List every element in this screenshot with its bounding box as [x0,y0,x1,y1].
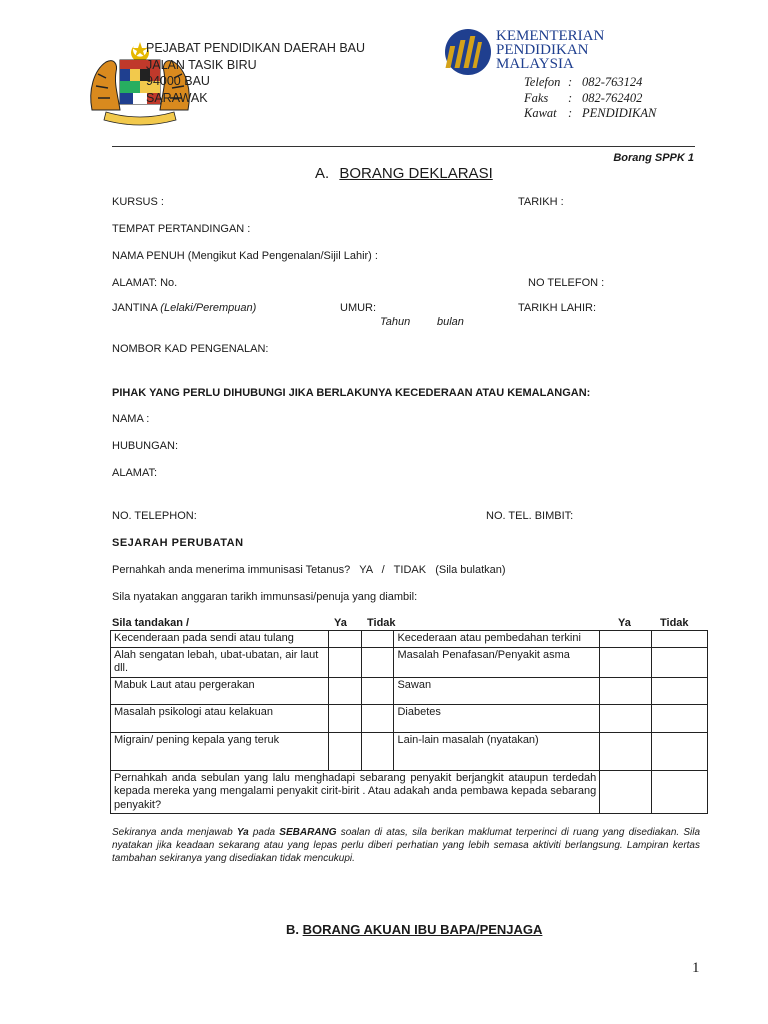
kpm-line: KEMENTERIAN [496,28,605,44]
field-no-telefon: NO TELEFON : [528,277,605,289]
contact-row [524,106,656,122]
checkbox-ya[interactable] [328,732,361,770]
condition-label: Sawan [394,677,600,704]
checkbox-tidak[interactable] [652,677,708,704]
emergency-alamat: ALAMAT: [112,467,158,479]
checkbox-tidak[interactable] [361,647,394,677]
checkbox-ya[interactable] [600,770,652,814]
kpm-logo-text [496,29,604,71]
field-alamat: ALAMAT: No. [112,277,178,289]
kpm-line: MALAYSIA [496,56,574,72]
field-tempat: TEMPAT PERTANDINGAN : [112,223,251,235]
checkbox-ya[interactable] [600,647,652,677]
note-mid: pada [252,827,276,838]
contact-value: PENDIDIKAN [582,106,657,120]
office-address [146,40,365,106]
medical-note [112,826,700,865]
emergency-nama: NAMA : [112,413,150,425]
checkbox-tidak[interactable] [361,631,394,648]
emergency-heading: PIHAK YANG PERLU DIHUBUNGI JIKA BERLAKUNYA KECEDERAAN ATAU KEMALANGAN: [112,387,591,399]
checkbox-ya[interactable] [600,704,652,732]
form-code: Borang SPPK 1 [613,152,694,164]
checkbox-tidak[interactable] [652,704,708,732]
field-tarikh-lahir: TARIKH LAHIR: [518,302,597,314]
contact-label: Faks [524,90,549,105]
field-nama-penuh: NAMA PENUH (Mengikut Kad Pengenalan/Sijil Lahir) : [112,250,378,262]
condition-label: Lain-lain masalah (nyatakan) [394,732,600,770]
table-head-ya-right: Ya [618,617,631,629]
checkbox-ya[interactable] [600,732,652,770]
condition-label: Kecenderaan pada sendi atau tulang [111,631,329,648]
address-line: 94000 BAU [146,74,210,88]
checkbox-tidak[interactable] [361,732,394,770]
checkbox-ya[interactable] [328,647,361,677]
emergency-telephon: NO. TELEPHON: [112,510,197,522]
immunisation-date-question: Sila nyatakan anggaran tarikh immunsasi/penuja yang diambil: [112,591,418,603]
field-kursus: KURSUS : [112,196,164,208]
table-row [111,704,708,732]
address-line: PEJABAT PENDIDIKAN DAERAH BAU [146,41,366,55]
page-number: 1 [692,960,700,976]
condition-label: Masalah psikologi atau kelakuan [111,704,329,732]
note-ya: Ya [236,827,249,838]
checkbox-tidak[interactable] [652,770,708,814]
table-head-sila: Sila tandakan / [112,617,190,629]
address-line: SARAWAK [146,90,208,105]
checkbox-ya[interactable] [600,677,652,704]
condition-label: Diabetes [394,704,600,732]
contact-sep: : [568,106,573,120]
umur-tahun: Tahun [380,316,411,328]
contact-sep: : [568,90,573,105]
condition-label: Mabuk Laut atau pergerakan [111,677,329,704]
checkbox-ya[interactable] [328,631,361,648]
checkbox-tidak[interactable] [652,631,708,648]
medical-heading: SEJARAH PERUBATAN [112,537,244,549]
umur-bulan: bulan [437,316,464,328]
jantina-label: JANTINA [112,302,158,314]
checkbox-ya[interactable] [328,677,361,704]
contact-row [524,75,656,91]
header-divider [112,146,695,147]
checkbox-tidak[interactable] [361,677,394,704]
section-b-heading: BORANG AKUAN IBU BAPA/PENJAGA [302,922,543,937]
table-head-tidak-right: Tidak [660,617,689,629]
table-row [111,631,708,648]
note-post: soalan di atas, sila berikan maklumat terperinci di ruang yang disediakan. Sila nyatakan jika keadaan sekarang atau yang lepas perlu diberi perhatian yang lebih semasa aktiviti berlangsung. Lampiran kertas tambahan sekiranya yang disediakan tidak mencukupi. [112,827,701,864]
contact-label: Kawat [524,106,557,120]
kpm-logo-icon [444,28,492,76]
contact-value: 082-763124 [582,75,643,89]
section-a-heading: BORANG DEKLARASI [339,165,493,182]
checkbox-ya[interactable] [328,704,361,732]
medical-checklist-table [110,630,708,814]
table-row [111,770,708,814]
contact-sep: : [568,75,573,89]
condition-label: Kecederaan atau pembedahan terkini [394,631,600,648]
contact-block [524,75,656,122]
contagious-question: Pernahkah anda sebulan yang lalu menghadapi sebarang penyakit berjangkit ataupun terdedah kepada mereka yang mengalami penyakit cirit-birit . Atau adakah anda pembawa kepada sebarang penyakit? [111,770,600,814]
emergency-hubungan: HUBUNGAN: [112,440,179,452]
table-row [111,647,708,677]
contact-value: 082-762402 [582,90,643,105]
section-a-title [315,165,493,182]
field-jantina [112,302,256,314]
condition-label: Migrain/ pening kepala yang teruk [111,732,329,770]
section-b-letter: B. [286,922,299,937]
contact-row [524,91,656,107]
checkbox-tidak[interactable] [652,647,708,677]
field-tarikh: TARIKH : [518,196,564,208]
contact-label: Telefon [524,75,561,89]
field-nombor-kp: NOMBOR KAD PENGENALAN: [112,343,269,355]
address-line: JALAN TASIK BIRU [146,57,257,72]
table-head-tidak-left: Tidak [367,617,396,629]
table-row [111,732,708,770]
condition-label: Alah sengatan lebah, ubat-ubatan, air laut dll. [111,647,329,677]
field-umur: UMUR: [340,302,377,314]
table-head-ya-left: Ya [334,617,347,629]
checkbox-tidak[interactable] [361,704,394,732]
emergency-bimbit: NO. TEL. BIMBIT: [486,510,574,522]
note-sebarang: SEBARANG [279,827,337,838]
jantina-options: (Lelaki/Perempuan) [160,302,257,314]
checkbox-ya[interactable] [600,631,652,648]
checkbox-tidak[interactable] [652,732,708,770]
section-b-title [286,922,542,937]
table-row [111,677,708,704]
kpm-line: PENDIDIKAN [496,42,589,58]
note-pre: Sekiranya anda menjawab [112,827,233,838]
section-a-letter: A. [315,165,330,182]
tetanus-question: Pernahkah anda menerima immunisasi Tetanus? YA / TIDAK (Sila bulatkan) [112,564,506,576]
condition-label: Masalah Penafasan/Penyakit asma [394,647,600,677]
